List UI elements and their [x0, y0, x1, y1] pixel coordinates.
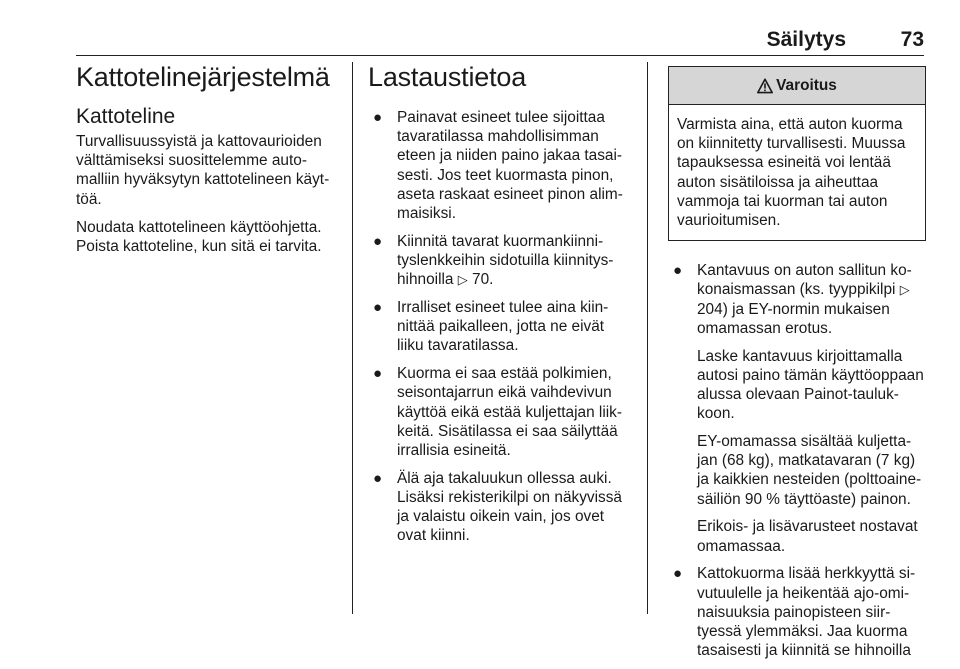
bullet-icon: ● [373, 109, 383, 126]
column-roof-rack [76, 60, 344, 265]
list-item-text: . [489, 271, 494, 289]
warning-title-bar [669, 67, 925, 105]
bullet-icon: ● [373, 299, 383, 317]
list-item [668, 261, 926, 556]
subheading-roof-rack: Kattoteline [76, 105, 176, 128]
heading-roof-rack-system: Kattotelinejärjestelmä [76, 62, 330, 92]
list-item [368, 108, 634, 223]
heading-loading-info: Lastaustietoa [368, 62, 527, 92]
warning-body: Varmista aina, että auton kuorma on kiinnitetty turvallisesti. Muussa tapauksessa esineitä voi lentää auton sisätiloissa ja aiheuttaa vammoja tai kuorman tai auton vaurioitumisen. [677, 116, 906, 230]
list-item [368, 469, 634, 546]
warning-triangle-icon [757, 78, 773, 94]
bullet-icon: ● [373, 232, 383, 250]
warning-box [668, 66, 926, 241]
list-item-text: ) ja EY-normin mukaisen omamassan erotus. [697, 300, 890, 337]
list-item-text: Kuorma ei saa estää polkimien, seisontajarrun eikä vaihdevivun käyttöä eikä estää kuljettajan liik- keitä. Sisätilassa ei saa säilyttää irrallisia esineitä. [397, 365, 622, 460]
list-item-paragraph: Laske kantavuus kirjoittamalla autosi paino tämän käyttöoppaan alussa olevaan Painot-tauluk- koon. [697, 347, 924, 423]
list-item [368, 364, 634, 460]
page-number: 73 [900, 28, 924, 51]
paragraph-roof-rack-1: Turvallisuussyistä ja kattovaurioiden välttämiseksi suosittelemme auto- malliin hyväksytyn kattotelineen käyt- töä. [76, 133, 330, 208]
page-header [76, 24, 924, 54]
pointer-triangle-icon: ▷ [457, 272, 468, 288]
list-item [368, 232, 634, 290]
list-item-text: Painavat esineet tulee sijoittaa tavaratilassa mahdollisimman eteen ja niiden paino jakaa tasai- sesti. Jos teet kuormasta pinon, aseta raskaat esineet pinon alim- maisiksi. [397, 109, 623, 223]
list-item-text: Kantavuus on auton sallitun ko- konaismassan (ks. tyyppikilpi [697, 262, 912, 299]
column-warning-capacity [668, 66, 926, 669]
column-divider-left [352, 62, 353, 614]
column-divider-right [647, 62, 648, 614]
list-item [668, 564, 926, 660]
loading-info-list [368, 108, 634, 546]
pointer-triangle-icon: ▷ [899, 282, 910, 298]
list-item-text: Irralliset esineet tulee aina kiin- nittää paikalleen, jotta ne eivät liiku tavaratilassa. [397, 299, 609, 355]
bullet-icon: ● [673, 262, 683, 280]
header-rule [76, 55, 924, 56]
list-item-text: Kiinnitä tavarat kuormankiinni- tyslenkkeihin sidotuilla kiinnitys- hihnoilla [397, 232, 614, 289]
column-loading-info [368, 60, 634, 554]
list-item-text: Kattokuorma lisää herkkyyttä si- vutuulelle ja heikentää ajo-omi- naisuuksia painopisteen siir- tyessä ylemmäksi. Jaa kuorma tasaisesti ja kiinnitä se hihnoilla [697, 565, 916, 660]
list-item [368, 298, 634, 356]
warning-title: Varoitus [776, 76, 837, 94]
page-reference-link[interactable]: 204 [697, 300, 723, 318]
bullet-icon: ● [373, 469, 383, 487]
page-reference-link[interactable]: 70 [472, 271, 490, 289]
section-title: Säilytys [766, 28, 846, 51]
paragraph-roof-rack-2: Noudata kattotelineen käyttöohjetta. Poista kattoteline, kun sitä ei tarvita. [76, 218, 322, 256]
bullet-icon: ● [373, 365, 383, 383]
capacity-list [668, 261, 926, 660]
list-item-paragraph: EY-omamassa sisältää kuljetta- jan (68 kg), matkatavaran (7 kg) ja kaikkien nesteiden (polttoaine- säiliön 90 % täyttöaste) painon. [697, 433, 922, 508]
bullet-icon: ● [673, 565, 683, 583]
list-item-text: Älä aja takaluukun ollessa auki. Lisäksi rekisterikilpi on näkyvissä ja valaistu oikein vain, jos ovet ovat kiinni. [397, 469, 622, 545]
list-item-paragraph [697, 261, 926, 338]
list-item-paragraph: Erikois- ja lisävarusteet nostavat omamassaa. [697, 518, 918, 555]
